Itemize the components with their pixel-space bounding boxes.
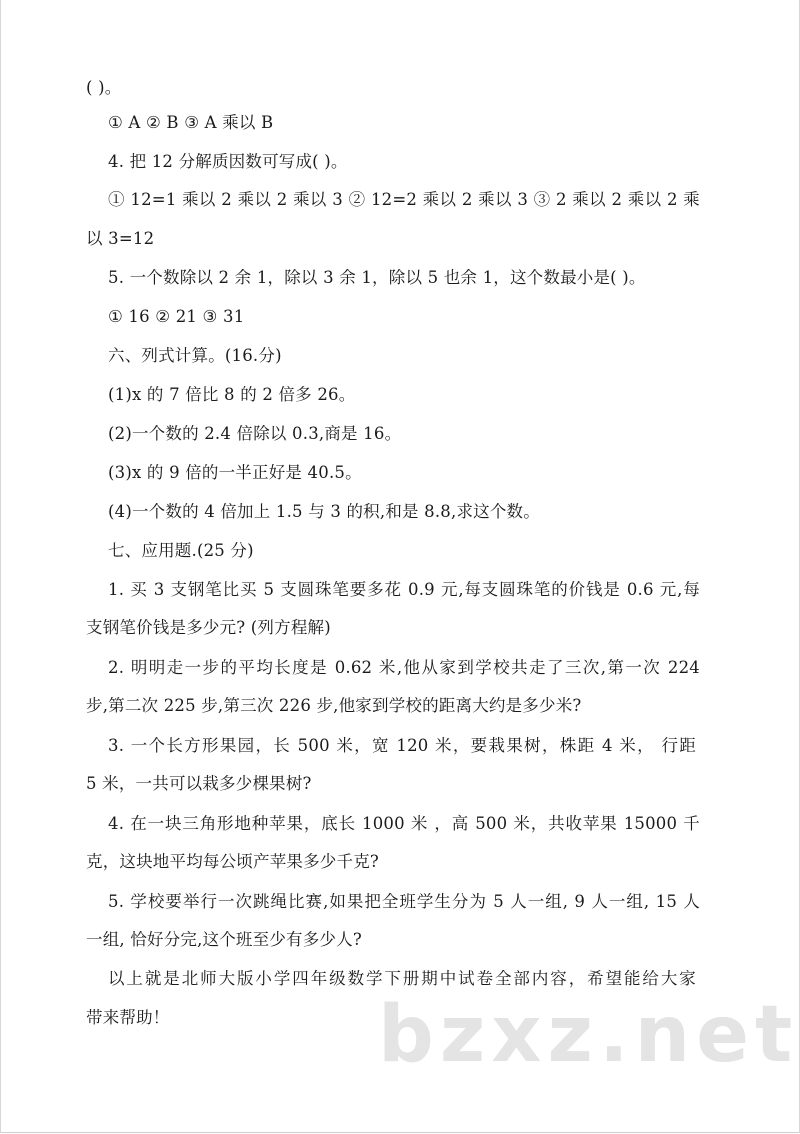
- calc-item-1: (1)x 的 7 倍比 8 的 2 倍多 26。: [108, 385, 356, 404]
- section-6-heading: 六、列式计算。(16.分): [108, 346, 282, 365]
- question-5: 5. 一个数除以 2 余 1，除以 3 余 1，除以 5 也余 1，这个数最小是( )。: [108, 268, 646, 287]
- calc-item-3: (3)x 的 9 倍的一半正好是 40.5。: [108, 463, 362, 482]
- calc-item-4: (4)一个数的 4 倍加上 1.5 与 3 的积,和是 8.8,求这个数。: [108, 502, 540, 521]
- site-watermark: bzxz.net: [378, 990, 799, 1080]
- options-q4-line1: ① 12=1 乘以 2 乘以 2 乘以 3 ② 12=2 乘以 2 乘以 3 ③ 2 乘以 2 乘以 2 乘: [108, 190, 700, 209]
- word-problem-5-line1: 5. 学校要举行一次跳绳比赛,如果把全班学生分为 5 人一组, 9 人一组, 15 人: [108, 892, 700, 911]
- word-problem-2-line2: 步,第二次 225 步,第三次 226 步,他家到学校的距离大约是多少米?: [86, 696, 582, 715]
- options-q4-line2: 以 3=12: [86, 229, 155, 248]
- word-problem-3-line2: 5 米，一共可以栽多少棵果树?: [86, 774, 312, 793]
- answer-blank-line: ( )。: [86, 78, 122, 97]
- word-problem-5-line2: 一组, 恰好分完,这个班至少有多少人?: [86, 930, 362, 949]
- question-4: 4. 把 12 分解质因数可写成( )。: [108, 152, 348, 171]
- calc-item-2: (2)一个数的 2.4 倍除以 0.3,商是 16。: [108, 424, 402, 443]
- word-problem-4-line2: 克，这块地平均每公顷产苹果多少千克?: [86, 852, 379, 871]
- word-problem-3-line1: 3. 一个长方形果园，长 500 米，宽 120 米，要栽果树，株距 4 米， 行距: [108, 736, 696, 755]
- word-problem-2-line1: 2. 明明走一步的平均长度是 0.62 米,他从家到学校共走了三次,第一次 224: [108, 658, 700, 677]
- closing-text-line2: 带来帮助！: [86, 1008, 170, 1027]
- options-q3: ① A ② B ③ A 乘以 B: [108, 113, 274, 132]
- closing-text-line1: 以上就是北师大版小学四年级数学下册期中试卷全部内容，希望能给大家: [108, 969, 696, 988]
- options-q5: ① 16 ② 21 ③ 31: [108, 307, 245, 326]
- word-problem-1-line1: 1. 买 3 支钢笔比买 5 支圆珠笔要多花 0.9 元,每支圆珠笔的价钱是 0.6 元,每: [108, 580, 700, 599]
- section-7-heading: 七、应用题.(25 分): [108, 541, 254, 560]
- word-problem-4-line1: 4. 在一块三角形地种苹果，底长 1000 米 ，高 500 米，共收苹果 15000 千: [108, 814, 700, 833]
- word-problem-1-line2: 支钢笔价钱是多少元? (列方程解): [86, 618, 331, 637]
